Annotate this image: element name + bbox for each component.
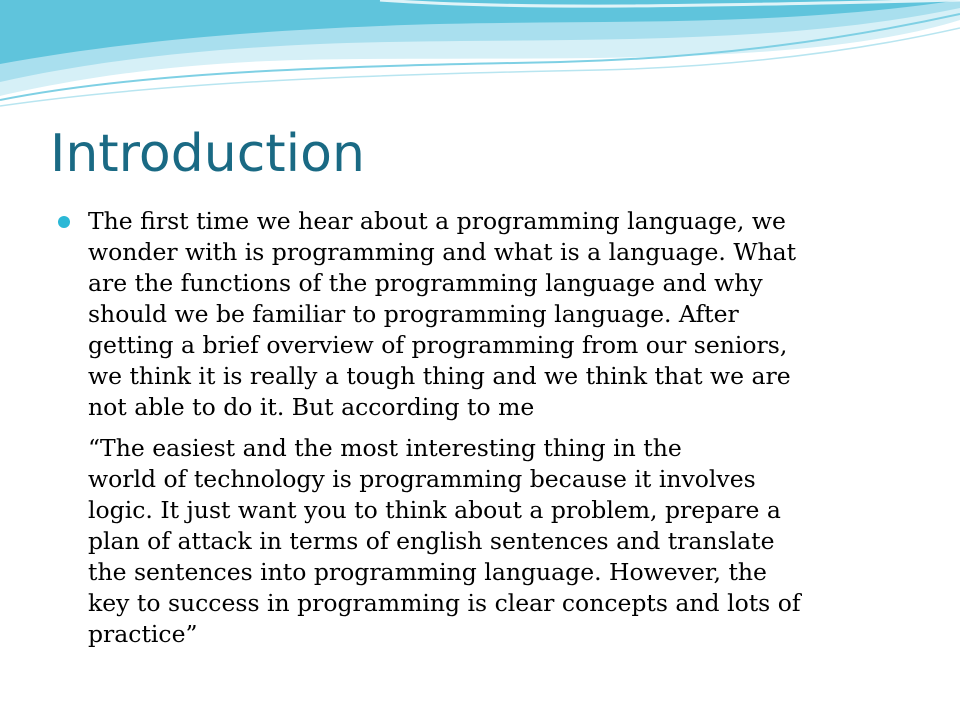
slide-body bbox=[56, 206, 916, 650]
bullet-paragraph: The first time we hear about a programming language, we wonder with is programming and what is a language. What are the functions of the programming language and why should we be familiar to programming language. After getting a brief overview of programming from our seniors, we think it is really a tough thing and we think that we are not able to do it. But according to me bbox=[88, 207, 797, 421]
quote-paragraph: “The easiest and the most interesting thing in the world of technology is programming because it involves logic. It just want you to think about a problem, prepare a plan of attack in terms of english sentences and translate the sentences into programming language. However, the key to success in programming is clear concepts and lots of practice” bbox=[88, 434, 801, 648]
bullet-item bbox=[56, 206, 916, 423]
bullet-dot-icon bbox=[58, 216, 70, 228]
header-wave-decoration bbox=[0, 0, 960, 110]
slide-title: Introduction bbox=[50, 124, 365, 184]
